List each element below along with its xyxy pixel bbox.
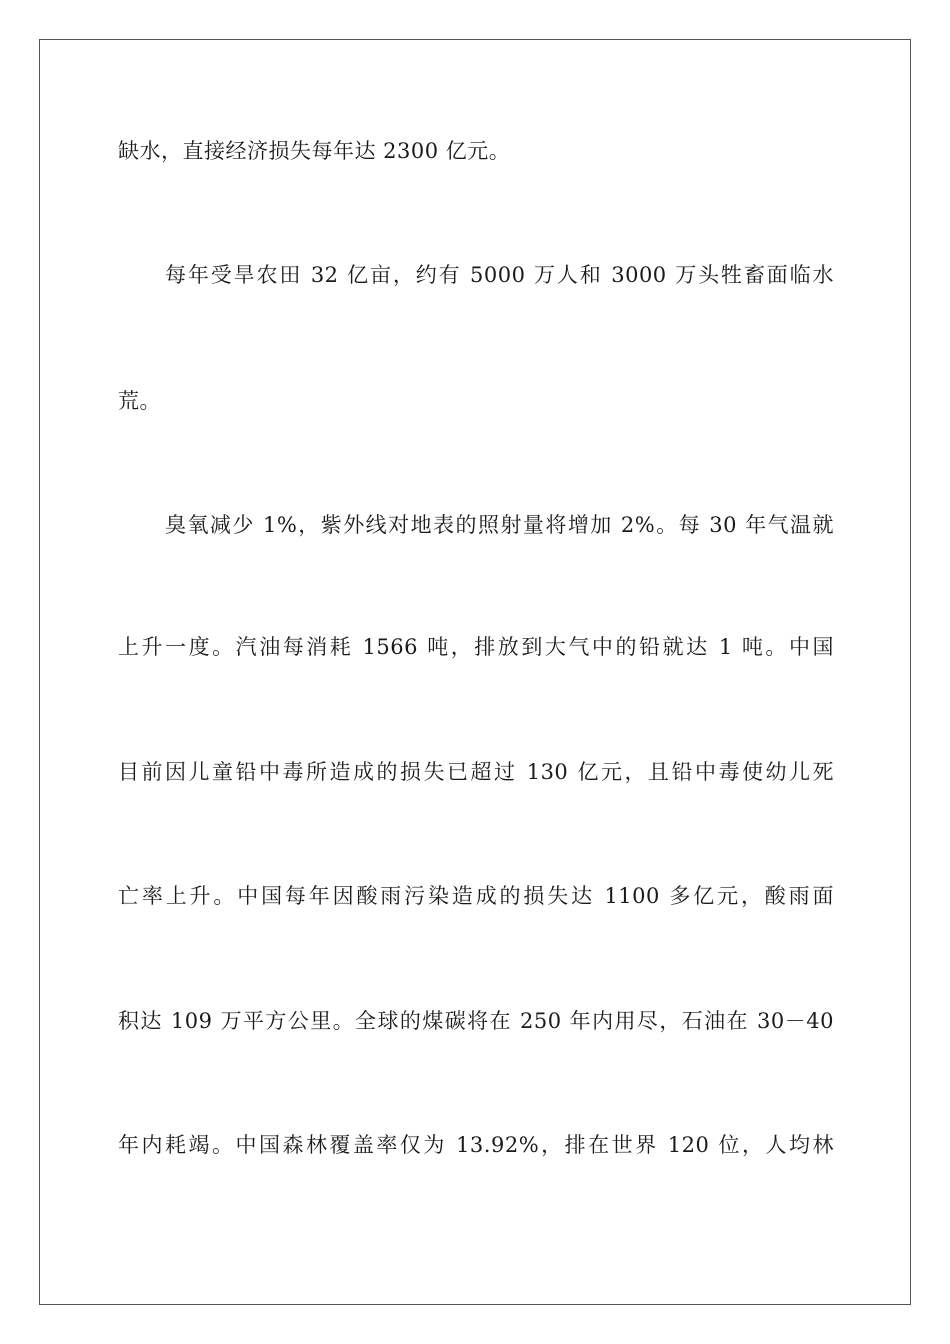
paragraph-line: 上升一度。汽油每消耗 1566 吨，排放到大气中的铅就达 1 吨。中国: [118, 635, 834, 659]
paragraph-line: 臭氧减少 1%，紫外线对地表的照射量将增加 2%。每 30 年气温就: [165, 513, 834, 537]
paragraph-line: 积达 109 万平方公里。全球的煤碳将在 250 年内用尽，石油在 30－40: [118, 1009, 834, 1033]
paragraph-line: 荒。: [118, 389, 161, 413]
paragraph-line: 每年受旱农田 32 亿亩，约有 5000 万人和 3000 万头牲畜面临水: [165, 263, 834, 287]
paragraph-line: 目前因儿童铅中毒所造成的损失已超过 130 亿元，且铅中毒使幼儿死: [118, 760, 834, 784]
page-border: [39, 39, 911, 1305]
paragraph-line: 年内耗竭。中国森林覆盖率仅为 13.92%，排在世界 120 位，人均林: [118, 1133, 834, 1157]
paragraph-line: 缺水，直接经济损失每年达 2300 亿元。: [118, 139, 511, 163]
paragraph-line: 亡率上升。中国每年因酸雨污染造成的损失达 1100 多亿元，酸雨面: [118, 884, 834, 908]
